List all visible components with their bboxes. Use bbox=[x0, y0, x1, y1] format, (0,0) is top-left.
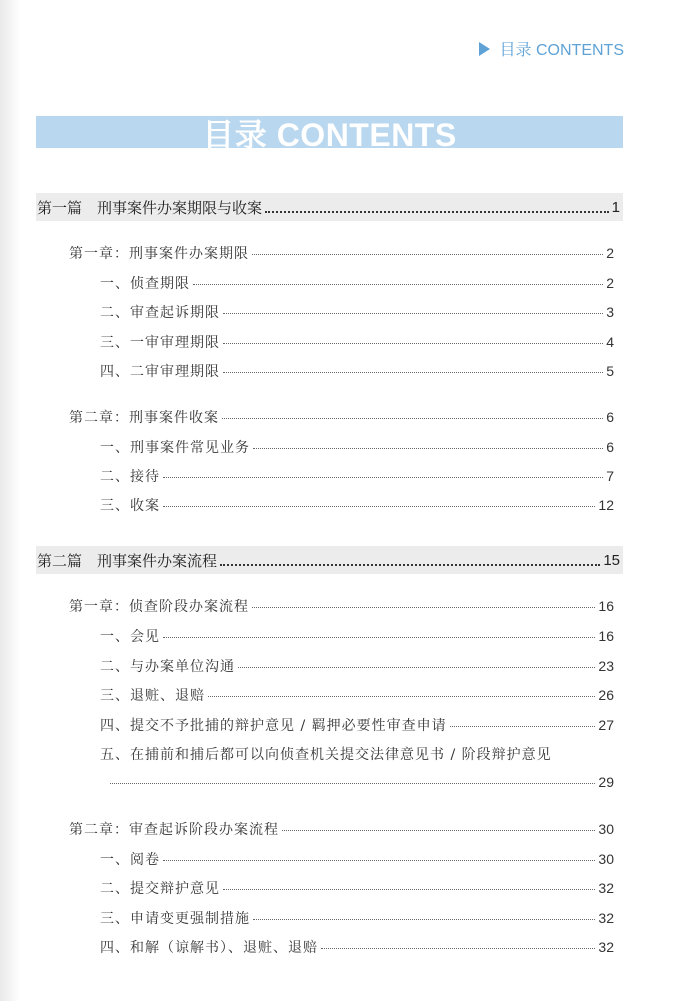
leader-dots bbox=[163, 476, 603, 478]
toc-chapter[interactable] bbox=[69, 819, 614, 839]
leader-dots bbox=[238, 666, 595, 668]
toc-chapter-label: 第二章：刑事案件收案 bbox=[69, 410, 219, 426]
leader-dots bbox=[208, 695, 595, 697]
toc-section-label: 三、一审审理期限 bbox=[100, 335, 220, 351]
toc-section[interactable] bbox=[100, 302, 614, 322]
leader-dots bbox=[163, 505, 595, 507]
toc-page-number: 32 bbox=[598, 910, 614, 926]
toc-page-number: 29 bbox=[598, 774, 614, 790]
toc-page-number: 30 bbox=[598, 851, 614, 867]
toc-section[interactable] bbox=[100, 744, 616, 764]
leader-dots bbox=[110, 782, 595, 784]
toc-page-number: 16 bbox=[598, 598, 614, 614]
toc-section-label: 三、退赃、退赔 bbox=[100, 688, 205, 704]
toc-chapter-label: 第二章：审查起诉阶段办案流程 bbox=[69, 822, 279, 838]
toc-part-2[interactable] bbox=[36, 546, 623, 574]
toc-section-label: 一、阅卷 bbox=[100, 852, 160, 868]
toc-section[interactable] bbox=[100, 626, 614, 646]
leader-dots bbox=[253, 447, 603, 449]
toc-part-1[interactable] bbox=[36, 193, 623, 221]
leader-dots bbox=[252, 253, 603, 255]
toc-part-label: 第二篇 刑事案件办案流程 bbox=[37, 552, 218, 570]
toc-section-label: 二、与办案单位沟通 bbox=[100, 659, 235, 675]
toc-section[interactable] bbox=[100, 685, 614, 705]
toc-page-number: 12 bbox=[598, 497, 614, 513]
toc-section[interactable] bbox=[100, 878, 614, 898]
leader-dots bbox=[220, 563, 600, 566]
leader-dots bbox=[450, 725, 596, 727]
leader-dots bbox=[223, 342, 603, 344]
toc-chapter[interactable] bbox=[69, 243, 614, 263]
toc-page-number: 30 bbox=[598, 821, 614, 837]
toc-chapter-label: 第一章：侦查阶段办案流程 bbox=[69, 599, 249, 615]
toc-page-number: 3 bbox=[606, 304, 614, 320]
toc-section[interactable] bbox=[100, 937, 614, 957]
leader-dots bbox=[223, 888, 595, 890]
leader-dots bbox=[223, 371, 603, 373]
toc-page-number: 2 bbox=[606, 275, 614, 291]
triangle-arrow-icon bbox=[479, 42, 490, 56]
toc-page-number: 27 bbox=[598, 717, 614, 733]
toc-section[interactable] bbox=[100, 849, 614, 869]
toc-section[interactable] bbox=[100, 715, 614, 735]
toc-section-label: 四、二审审理期限 bbox=[100, 364, 220, 380]
toc-page-number: 2 bbox=[606, 245, 614, 261]
toc-page-number: 5 bbox=[606, 363, 614, 379]
leader-dots bbox=[265, 210, 609, 213]
toc-chapter[interactable] bbox=[69, 407, 614, 427]
leader-dots bbox=[163, 859, 595, 861]
toc-page-number: 16 bbox=[598, 628, 614, 644]
toc-page-number: 32 bbox=[598, 939, 614, 955]
leader-dots bbox=[223, 312, 603, 314]
toc-chapter-label: 第一章：刑事案件办案期限 bbox=[69, 246, 249, 262]
toc-section-label: 三、收案 bbox=[100, 498, 160, 514]
toc-section[interactable] bbox=[100, 273, 614, 293]
page-edge-shadow bbox=[0, 0, 20, 1001]
leader-dots bbox=[193, 283, 603, 285]
toc-page-number: 7 bbox=[606, 468, 614, 484]
toc-section-label: 五、在捕前和捕后都可以向侦查机关提交法律意见书 / 阶段辩护意见 bbox=[100, 747, 552, 763]
toc-section-label: 二、提交辩护意见 bbox=[100, 881, 220, 897]
toc-page-number: 6 bbox=[606, 439, 614, 455]
toc-section-continuation[interactable] bbox=[100, 774, 614, 790]
toc-page-number: 6 bbox=[606, 409, 614, 425]
toc-section[interactable] bbox=[100, 361, 614, 381]
toc-page-number: 26 bbox=[598, 687, 614, 703]
leader-dots bbox=[222, 417, 603, 419]
toc-section[interactable] bbox=[100, 908, 614, 928]
toc-section-label: 四、和解（谅解书）、退赃、退赔 bbox=[100, 940, 318, 956]
toc-part-label: 第一篇 刑事案件办案期限与收案 bbox=[37, 199, 263, 217]
toc-page-number: 1 bbox=[611, 198, 620, 216]
toc-section-label: 一、会见 bbox=[100, 629, 160, 645]
toc-section-label: 二、审查起诉期限 bbox=[100, 305, 220, 321]
toc-page-number: 23 bbox=[598, 658, 614, 674]
leader-dots bbox=[163, 636, 595, 638]
toc-section[interactable] bbox=[100, 437, 614, 457]
toc-section[interactable] bbox=[100, 466, 614, 486]
toc-section-label: 四、提交不予批捕的辩护意见 / 羁押必要性审查申请 bbox=[100, 718, 447, 734]
leader-dots bbox=[252, 606, 595, 608]
toc-section-label: 三、申请变更强制措施 bbox=[100, 911, 250, 927]
toc-section-label: 一、刑事案件常见业务 bbox=[100, 440, 250, 456]
toc-section[interactable] bbox=[100, 656, 614, 676]
header-tag-label: 目录 CONTENTS bbox=[499, 42, 624, 59]
toc-page-number: 4 bbox=[606, 334, 614, 350]
toc-section[interactable] bbox=[100, 332, 614, 352]
page-title: 目录 CONTENTS bbox=[202, 117, 457, 153]
toc-chapter[interactable] bbox=[69, 596, 614, 616]
toc-section[interactable] bbox=[100, 495, 614, 515]
toc-page-number: 32 bbox=[598, 880, 614, 896]
leader-dots bbox=[253, 918, 595, 920]
leader-dots bbox=[282, 829, 595, 831]
header-tag bbox=[479, 37, 624, 60]
toc-page-number: 15 bbox=[603, 551, 620, 569]
leader-dots bbox=[321, 947, 595, 949]
toc-section-label: 二、接待 bbox=[100, 469, 160, 485]
toc-section-label: 一、侦查期限 bbox=[100, 276, 190, 292]
